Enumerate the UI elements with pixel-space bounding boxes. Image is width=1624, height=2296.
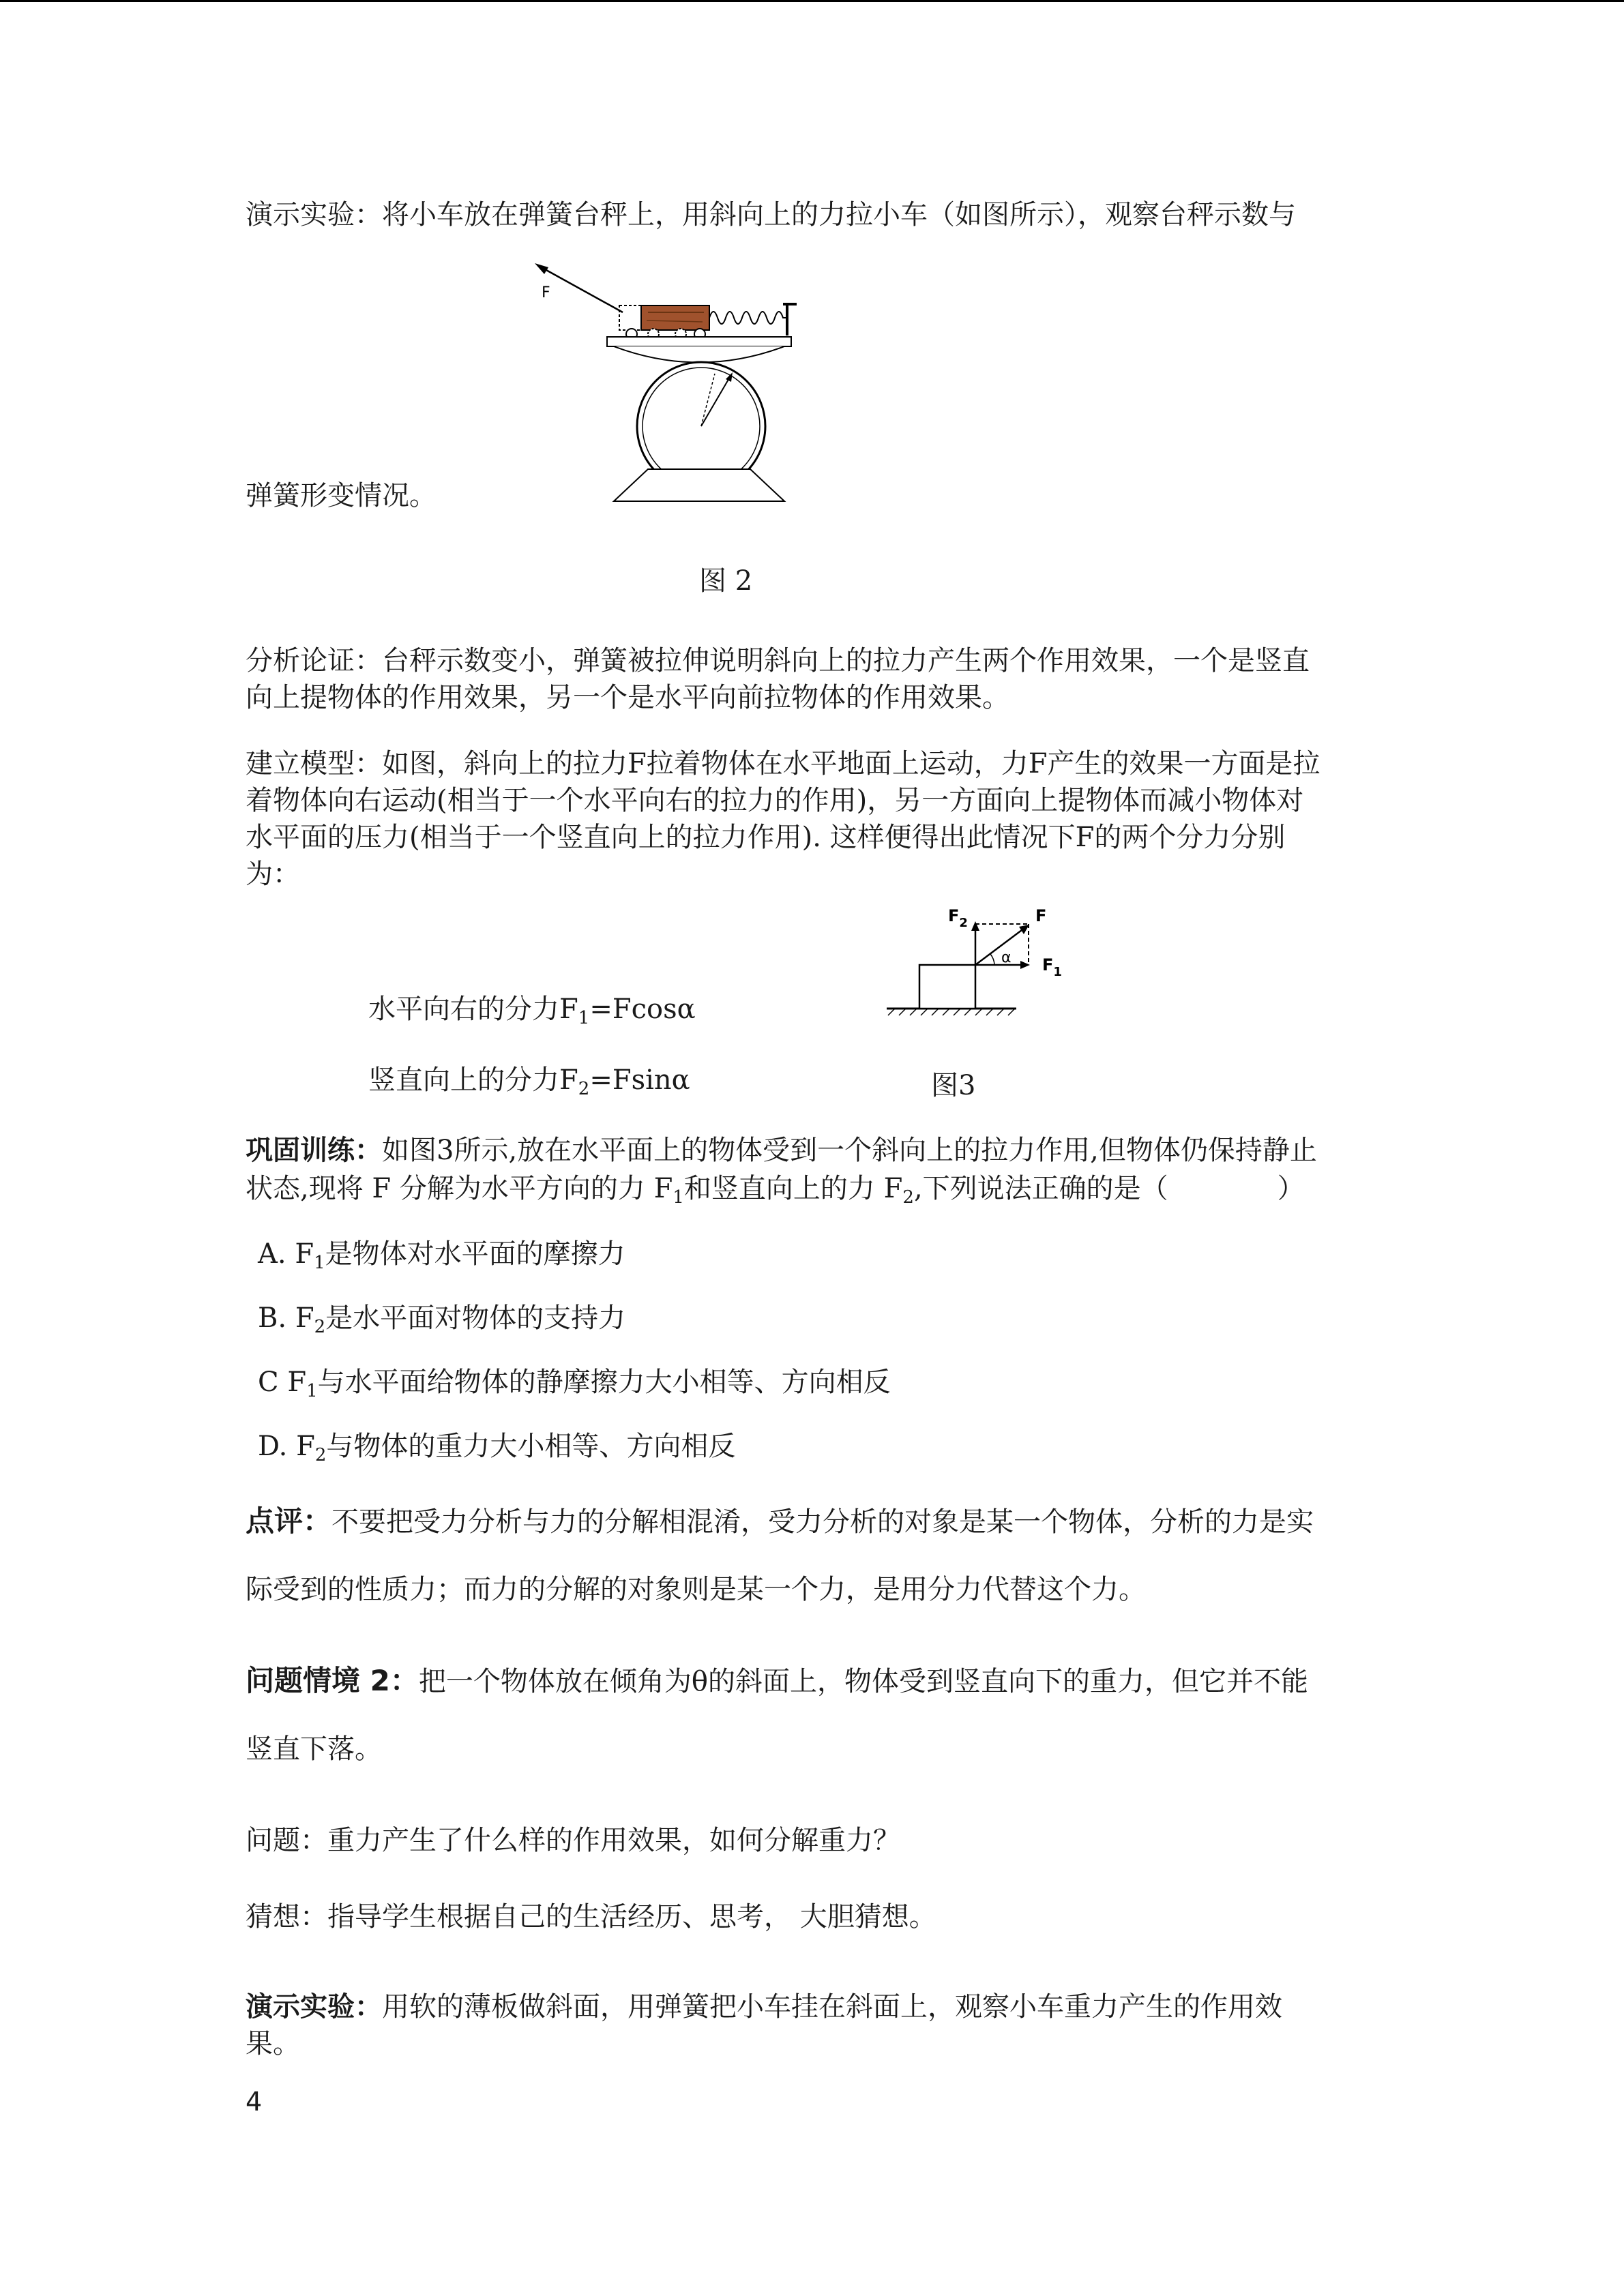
force-label: F xyxy=(542,284,550,301)
option-d: D. $F_2$与物体的重力大小相等、方向相反 xyxy=(258,1431,736,1465)
analysis-line2: 向上提物体的作用效果，另一个是水平向前拉物体的作用效果。 xyxy=(246,682,1009,713)
option-c: C $F_1$与水平面给物体的静摩擦力大小相等、方向相反 xyxy=(258,1367,891,1401)
situation2-line2: 竖直下落。 xyxy=(246,1733,382,1765)
exercise-line1: 巩固训练：如图3所示,放在水平面上的物体受到一个斜向上的拉力作用,但物体仍保持静止 xyxy=(246,1135,1317,1166)
figure-2-caption: 图 2 xyxy=(699,565,753,597)
f-vector xyxy=(975,928,1024,965)
situation2-heading: 问题情境 2： xyxy=(246,1664,419,1697)
model-line2: 着物体向右运动(相当于一个水平向右的拉力的作用)，另一方面向上提物体而减小物体对 xyxy=(246,785,1304,816)
force-arrow xyxy=(539,266,623,312)
exercise-heading: 巩固训练： xyxy=(246,1135,382,1166)
cart-dashed-outline xyxy=(619,305,641,330)
f2-label: $F_2$ xyxy=(948,906,968,930)
model-line1: 建立模型：如图，斜向上的拉力F拉着物体在水平地面上运动，力F产生的效果一方面是拉 xyxy=(246,748,1320,779)
option-b: B. $F_2$是水平面对物体的支持力 xyxy=(258,1302,626,1337)
formula-f1: 水平向右的分力$F_1=Fcos\alpha$ xyxy=(368,994,696,1028)
figure-3-force-decomposition xyxy=(880,897,1084,1016)
option-a: A. $F_1$是物体对水平面的摩擦力 xyxy=(258,1238,625,1273)
alpha-label: α xyxy=(1001,949,1012,966)
top-border xyxy=(0,0,1624,2)
figure-2-spring-scale xyxy=(525,252,812,511)
formula-f2: 竖直向上的分力$F_2=Fsin\alpha$ xyxy=(368,1064,690,1099)
comment-line2: 际受到的性质力；而力的分解的对象则是某一个力，是用分力代替这个力。 xyxy=(246,1574,1146,1605)
cart-body xyxy=(641,305,709,330)
model-line4: 为： xyxy=(246,859,300,890)
model-line3: 水平面的压力(相当于一个竖直向上的拉力作用). 这样便得出此情况下F的两个分力分别 xyxy=(246,822,1286,853)
f1-label: $F_1$ xyxy=(1042,955,1062,979)
f-label: F xyxy=(1035,906,1047,925)
comment-heading: 点评： xyxy=(246,1504,332,1538)
force-arrowhead xyxy=(535,263,548,274)
scale-platform xyxy=(607,337,791,346)
demo2-line2: 果。 xyxy=(246,2028,300,2059)
demo2-line1: 演示实验：用软的薄板做斜面，用弹簧把小车挂在斜面上，观察小车重力产生的作用效 xyxy=(246,1991,1282,2023)
page-number: 4 xyxy=(246,2087,263,2117)
exercise-line2: 状态,现将 F 分解为水平方向的力 $F_1$和竖直向上的力 $F_2$,下列说法正确的是（ ） xyxy=(246,1173,1305,1208)
analysis-line1: 分析论证：台秤示数变小，弹簧被拉伸说明斜向上的拉力产生两个作用效果，一个是竖直 xyxy=(246,645,1310,676)
block xyxy=(919,965,975,1009)
guess-line: 猜想：指导学生根据自己的生活经历、思考， 大胆猜想。 xyxy=(246,1901,936,1933)
situation2-line1: 问题情境 2：把一个物体放在倾角为θ的斜面上，物体受到竖直向下的重力，但它并不能 xyxy=(246,1664,1308,1697)
figure-3-caption: 图3 xyxy=(931,1070,976,1101)
demo-paragraph-line2: 弹簧形变情况。 xyxy=(246,480,437,511)
demo-paragraph-line1: 演示实验：将小车放在弹簧台秤上，用斜向上的力拉小车（如图所示），观察台秤示数与 xyxy=(246,199,1296,230)
demo2-heading: 演示实验： xyxy=(246,1991,382,2023)
comment-line1: 点评：不要把受力分析与力的分解相混淆，受力分析的对象是某一个物体，分析的力是实 xyxy=(246,1504,1314,1538)
spring xyxy=(709,312,788,324)
question-line: 问题：重力产生了什么样的作用效果，如何分解重力？ xyxy=(246,1825,900,1856)
